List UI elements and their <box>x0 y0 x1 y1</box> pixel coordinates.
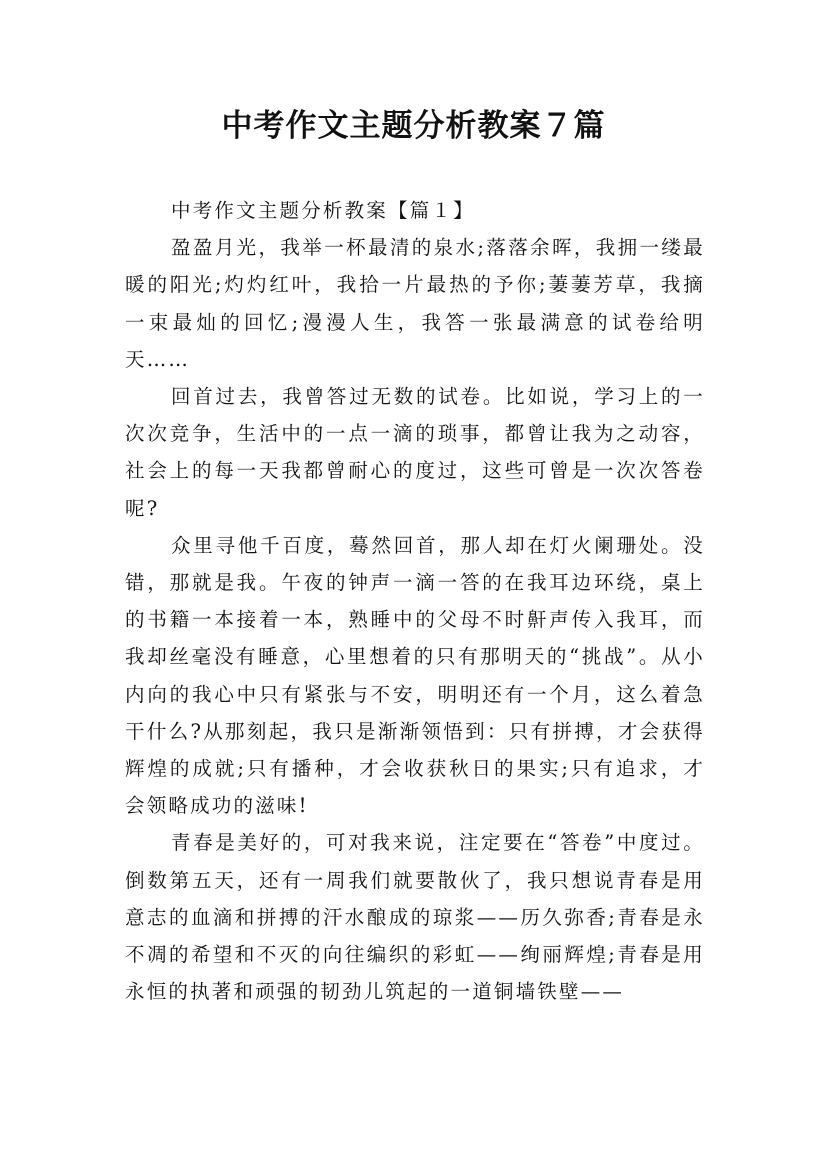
paragraph-2: 回首过去，我曾答过无数的试卷。比如说，学习上的一次次竞争，生活中的一点一滴的琐事，都曾让我为之动容，社会上的每一天我都曾耐心的度过，这些可曾是一次次答卷呢? <box>125 385 705 520</box>
paragraph-3: 众里寻他千百度，蓦然回首，那人却在灯火阑珊处。没错，那就是我。午夜的钟声一滴一答的在我耳边环绕，桌上的书籍一本接着一本，熟睡中的父母不时鼾声传入我耳，而我却丝毫没有睡意，心里想着的只有那明天的“挑战”。从小内向的我心中只有紧张与不安，明明还有一个月，这么着急干什么?从那刻起，我只是渐渐领悟到：只有拼搏，才会获得辉煌的成就;只有播种，才会收获秋日的果实;只有追求，才会领略成功的滋味! <box>125 533 705 818</box>
paragraph-1: 盈盈月光，我举一杯最清的泉水;落落余晖，我拥一缕最暖的阳光;灼灼红叶，我拾一片最热的予你;萋萋芳草，我摘一束最灿的回忆;漫漫人生，我答一张最满意的试卷给明天…… <box>125 236 705 371</box>
section-heading: 中考作文主题分析教案【篇１】 <box>171 199 475 222</box>
paragraph-4: 青春是美好的，可对我来说，注定要在“答卷”中度过。倒数第五天，还有一周我们就要散伙了，我只想说青春是用意志的血滴和拼搏的汗水酿成的琼浆——历久弥香;青春是永不凋的希望和不灭的向往编织的彩虹——绚丽辉煌;青春是用永恒的执著和顽强的韧劲儿筑起的一道铜墙铁壁—— <box>125 831 705 1004</box>
document-title: 中考作文主题分析教案７篇 <box>221 108 606 144</box>
document-body <box>125 192 705 1010</box>
